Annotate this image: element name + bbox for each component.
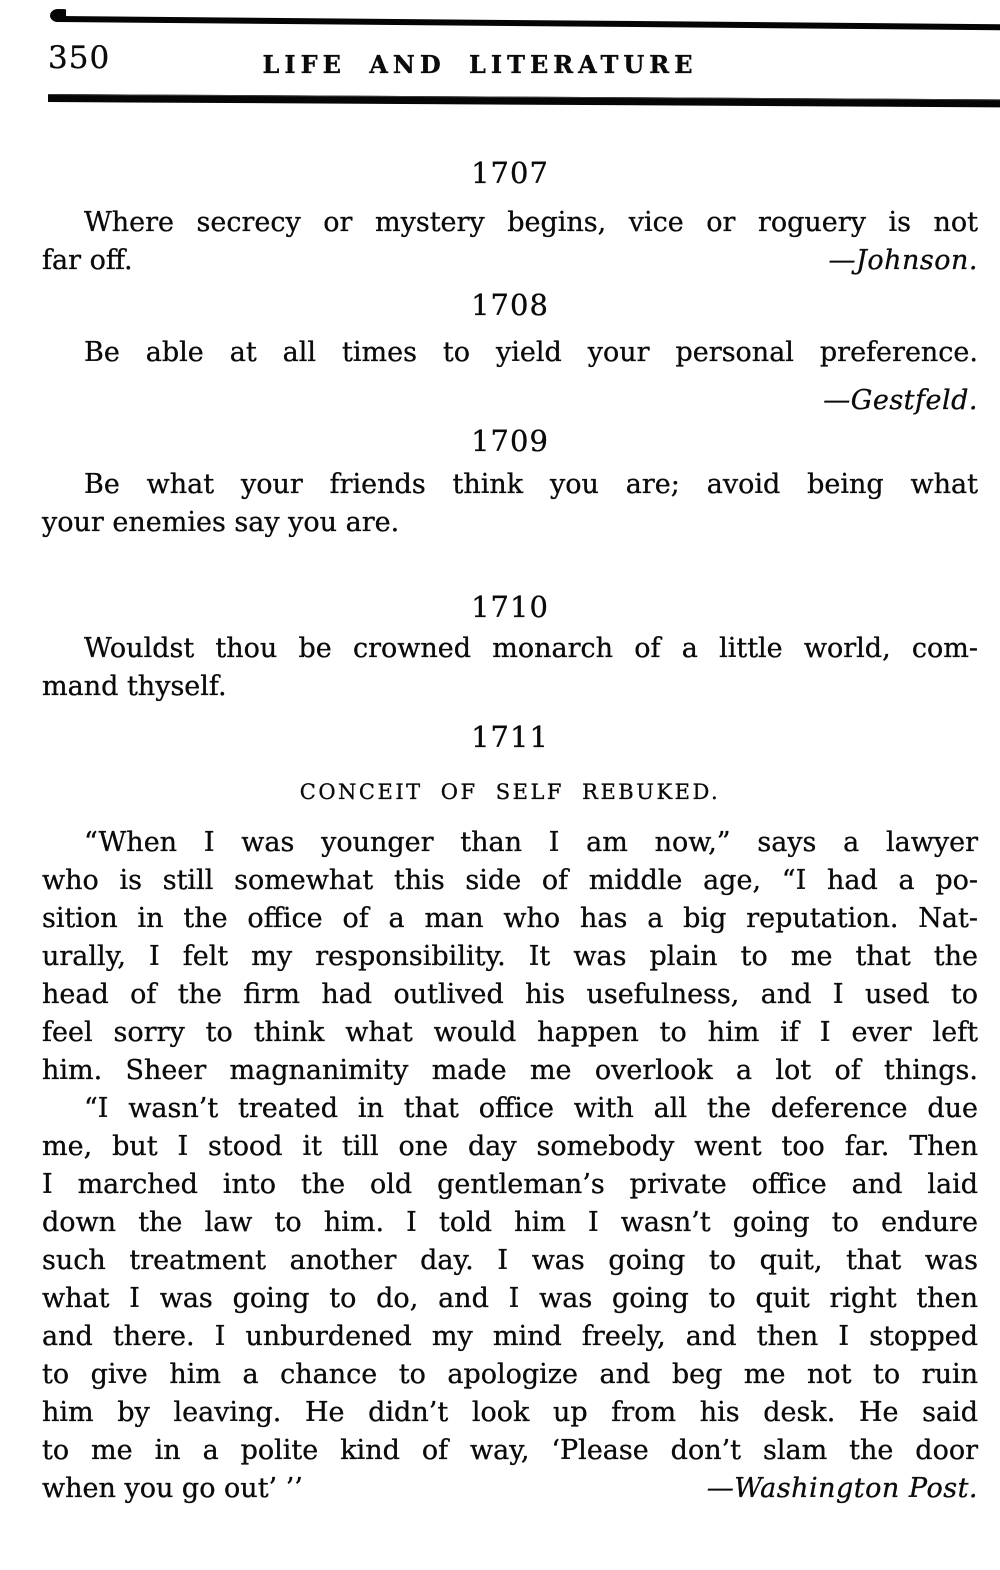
entry-1709 [42, 422, 978, 542]
text-line: sition in the office of a man who has a big reputation. Nat- [42, 903, 978, 934]
text-line: I marched into the old gentleman’s private office and laid [42, 1169, 978, 1200]
entry-number: 1709 [471, 424, 549, 458]
text-line: head of the firm had outlived his usefulness, and I used to [42, 979, 978, 1010]
text-line: feel sorry to think what would happen to him if I ever left [42, 1017, 978, 1048]
header-divider-rule [48, 94, 1000, 107]
text-line: to me in a polite kind of way, ‘Please don’t slam the door [42, 1435, 978, 1466]
attribution: —Washington Post. [706, 1473, 978, 1504]
text-line: such treatment another day. I was going to quit, that was [42, 1245, 978, 1276]
quote-last-line [42, 1470, 978, 1508]
text-line: what I was going to do, and I was going to quit right then [42, 1283, 978, 1314]
entry-1710 [42, 588, 978, 706]
entry-number: 1707 [471, 156, 549, 190]
quote-line-end: far off. [42, 245, 133, 276]
quote-line: Be what your friends think you are; avoid being what [84, 469, 978, 500]
entry-number: 1710 [471, 590, 549, 624]
quote-line: Where secrecy or mystery begins, vice or roguery is not [84, 207, 978, 238]
text-line: and there. I unburdened my mind freely, and then I stopped [42, 1321, 978, 1352]
running-title: LIFE AND LITERATURE [262, 50, 698, 79]
entry-number: 1708 [471, 288, 549, 322]
text-line: me, but I stood it till one day somebody went too far. Then [42, 1131, 978, 1162]
entry-1707 [42, 154, 978, 280]
text-line: to give him a chance to apologize and beg me not to ruin [42, 1359, 978, 1390]
anecdote-paragraph-2 [42, 1090, 978, 1508]
quote-line-end: when you go out’ ’’ [42, 1473, 303, 1504]
text-line: down the law to him. I told him I wasn’t going to endure [42, 1207, 978, 1238]
page-number: 350 [48, 40, 111, 76]
text-line: “I wasn’t treated in that office with all the deference due [84, 1093, 978, 1124]
quote-last-line [42, 242, 978, 280]
quote-line: Be able at all times to yield your personal preference. [84, 337, 978, 368]
attribution: —Johnson. [828, 245, 978, 276]
entry-1711 [42, 718, 978, 1508]
anecdote-paragraph-1 [42, 824, 978, 1090]
quote-line: Wouldst thou be crowned monarch of a little world, com- [84, 633, 978, 664]
quote-line: your enemies say you are. [42, 507, 400, 538]
text-line: urally, I felt my responsibility. It was plain to me that the [42, 941, 978, 972]
page-content [42, 140, 978, 1508]
entry-heading: CONCEIT OF SELF REBUKED. [299, 780, 721, 804]
attribution: —Gestfeld. [823, 385, 978, 416]
text-line: who is still somewhat this side of middle age, “I had a po- [42, 865, 978, 896]
text-line: him by leaving. He didn’t look up from his desk. He said [42, 1397, 978, 1428]
entry-1708 [42, 286, 978, 420]
quote-line: mand thyself. [42, 671, 227, 702]
entry-number: 1711 [471, 720, 549, 754]
top-rule [56, 16, 1000, 30]
text-line: “When I was younger than I am now,” says a lawyer [84, 827, 978, 858]
text-line: him. Sheer magnanimity made me overlook a lot of things. [42, 1055, 978, 1086]
